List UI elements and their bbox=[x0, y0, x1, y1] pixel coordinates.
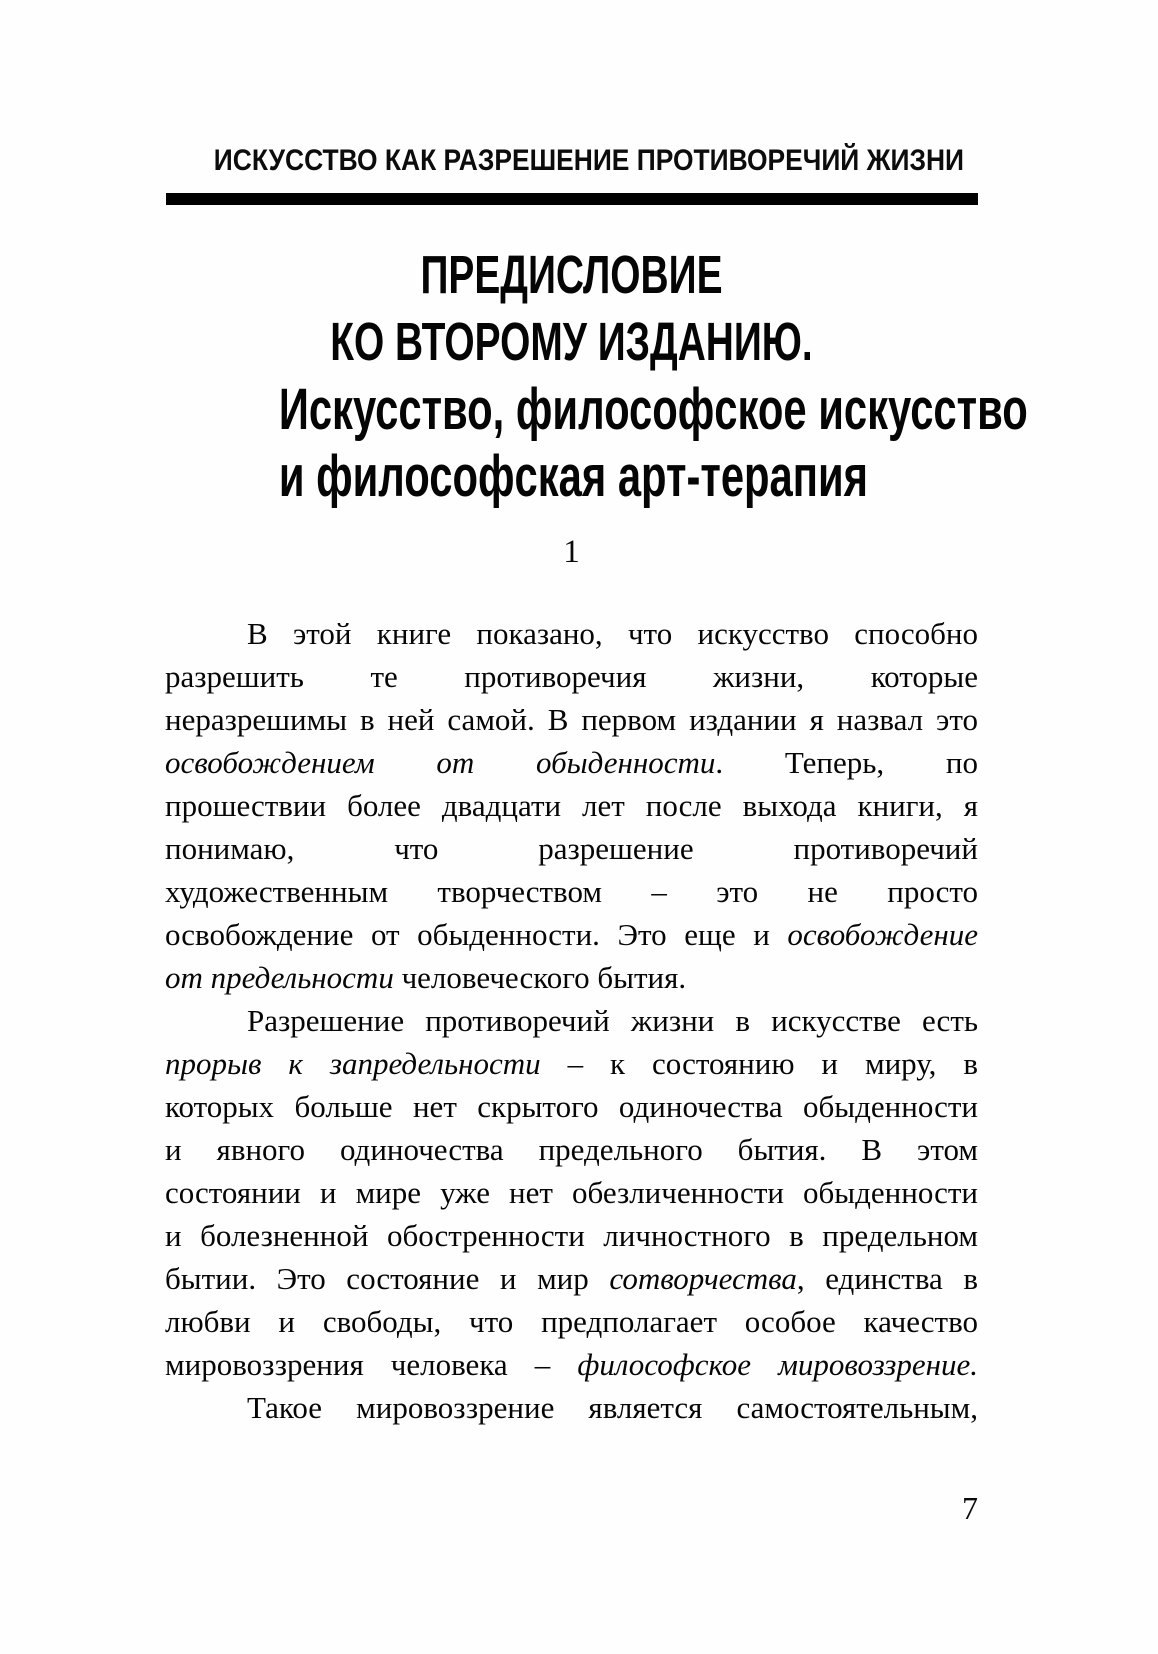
text-run: и явного одиночества предельного бытия. В этом bbox=[165, 1132, 978, 1167]
text-run: художественным творчеством – это не просто bbox=[165, 874, 978, 909]
text-run: любви и свободы, что предполагает особое качество bbox=[165, 1304, 978, 1339]
section-number: 1 bbox=[563, 534, 580, 570]
text-run: прошествии более двадцати лет после выхода книги, я bbox=[165, 788, 978, 823]
text-run: , единства в bbox=[796, 1261, 979, 1296]
text-line bbox=[165, 870, 978, 913]
title-line: КО ВТОРОМУ ИЗДАНИЮ. bbox=[330, 312, 813, 372]
text-line bbox=[165, 1386, 978, 1429]
text-run: освобождение от обыденности. Это еще и bbox=[165, 917, 788, 952]
paragraph bbox=[165, 1386, 978, 1429]
text-line bbox=[165, 741, 978, 784]
chapter-title bbox=[165, 242, 1028, 510]
text-line bbox=[165, 1128, 978, 1171]
italic-run: освобождение bbox=[787, 917, 978, 952]
text-line bbox=[165, 612, 978, 655]
text-line bbox=[165, 1171, 978, 1214]
italic-run: освобождением от обыденности bbox=[165, 745, 716, 780]
text-line bbox=[165, 1042, 978, 1085]
italic-run: прорыв к запредельности bbox=[165, 1046, 541, 1081]
text-line bbox=[165, 655, 978, 698]
text-line bbox=[165, 1343, 978, 1386]
italic-run: от предельности bbox=[165, 960, 394, 995]
text-run: понимаю, что разрешение противоречий bbox=[165, 831, 978, 866]
text-line bbox=[165, 1214, 978, 1257]
text-line bbox=[165, 698, 978, 741]
title-line: Искусство, философское искусство bbox=[278, 377, 1028, 442]
header-rule bbox=[166, 193, 978, 205]
text-run: бытии. Это состояние и мир bbox=[165, 1261, 610, 1296]
text-run: которых больше нет скрытого одиночества обыденности bbox=[165, 1089, 978, 1124]
text-line bbox=[165, 827, 978, 870]
text-line bbox=[165, 956, 978, 999]
text-run: – к состоянию и миру, в bbox=[540, 1046, 979, 1081]
text-line bbox=[165, 1300, 978, 1343]
italic-run: философское мировоззрение. bbox=[577, 1347, 978, 1382]
text-run: В этой книге показано, что искусство способно bbox=[247, 616, 978, 651]
text-line bbox=[165, 1085, 978, 1128]
text-line bbox=[165, 784, 978, 827]
page-number: 7 bbox=[962, 1490, 978, 1526]
title-line: и философская арт-терапия bbox=[278, 444, 869, 509]
text-line bbox=[165, 999, 978, 1042]
text-run: разрешить те противоречия жизни, которые bbox=[165, 659, 978, 694]
text-run: и болезненной обостренности личностного в предельном bbox=[165, 1218, 978, 1253]
paragraph bbox=[165, 999, 978, 1386]
paragraph bbox=[165, 612, 978, 999]
body-text bbox=[165, 612, 978, 1429]
text-run: мировоззрения человека – bbox=[165, 1347, 578, 1382]
text-line bbox=[165, 913, 978, 956]
italic-run: сотворчества bbox=[609, 1261, 797, 1296]
text-run: состоянии и мире уже нет обезличенности обыденности bbox=[165, 1175, 978, 1210]
text-run: Разрешение противоречий жизни в искусстве есть bbox=[247, 1003, 978, 1038]
text-line bbox=[165, 1257, 978, 1300]
text-run: . Теперь, по bbox=[715, 745, 978, 780]
text-run: неразрешимы в ней самой. В первом издании я назвал это bbox=[165, 702, 978, 737]
text-run: Такое мировоззрение является самостоятельным, bbox=[247, 1390, 978, 1425]
title-line: ПРЕДИСЛОВИЕ bbox=[420, 245, 723, 305]
running-header: ИСКУССТВО КАК РАЗРЕШЕНИЕ ПРОТИВОРЕЧИЙ ЖИЗНИ bbox=[213, 144, 965, 177]
text-run: человеческого бытия. bbox=[393, 960, 687, 995]
